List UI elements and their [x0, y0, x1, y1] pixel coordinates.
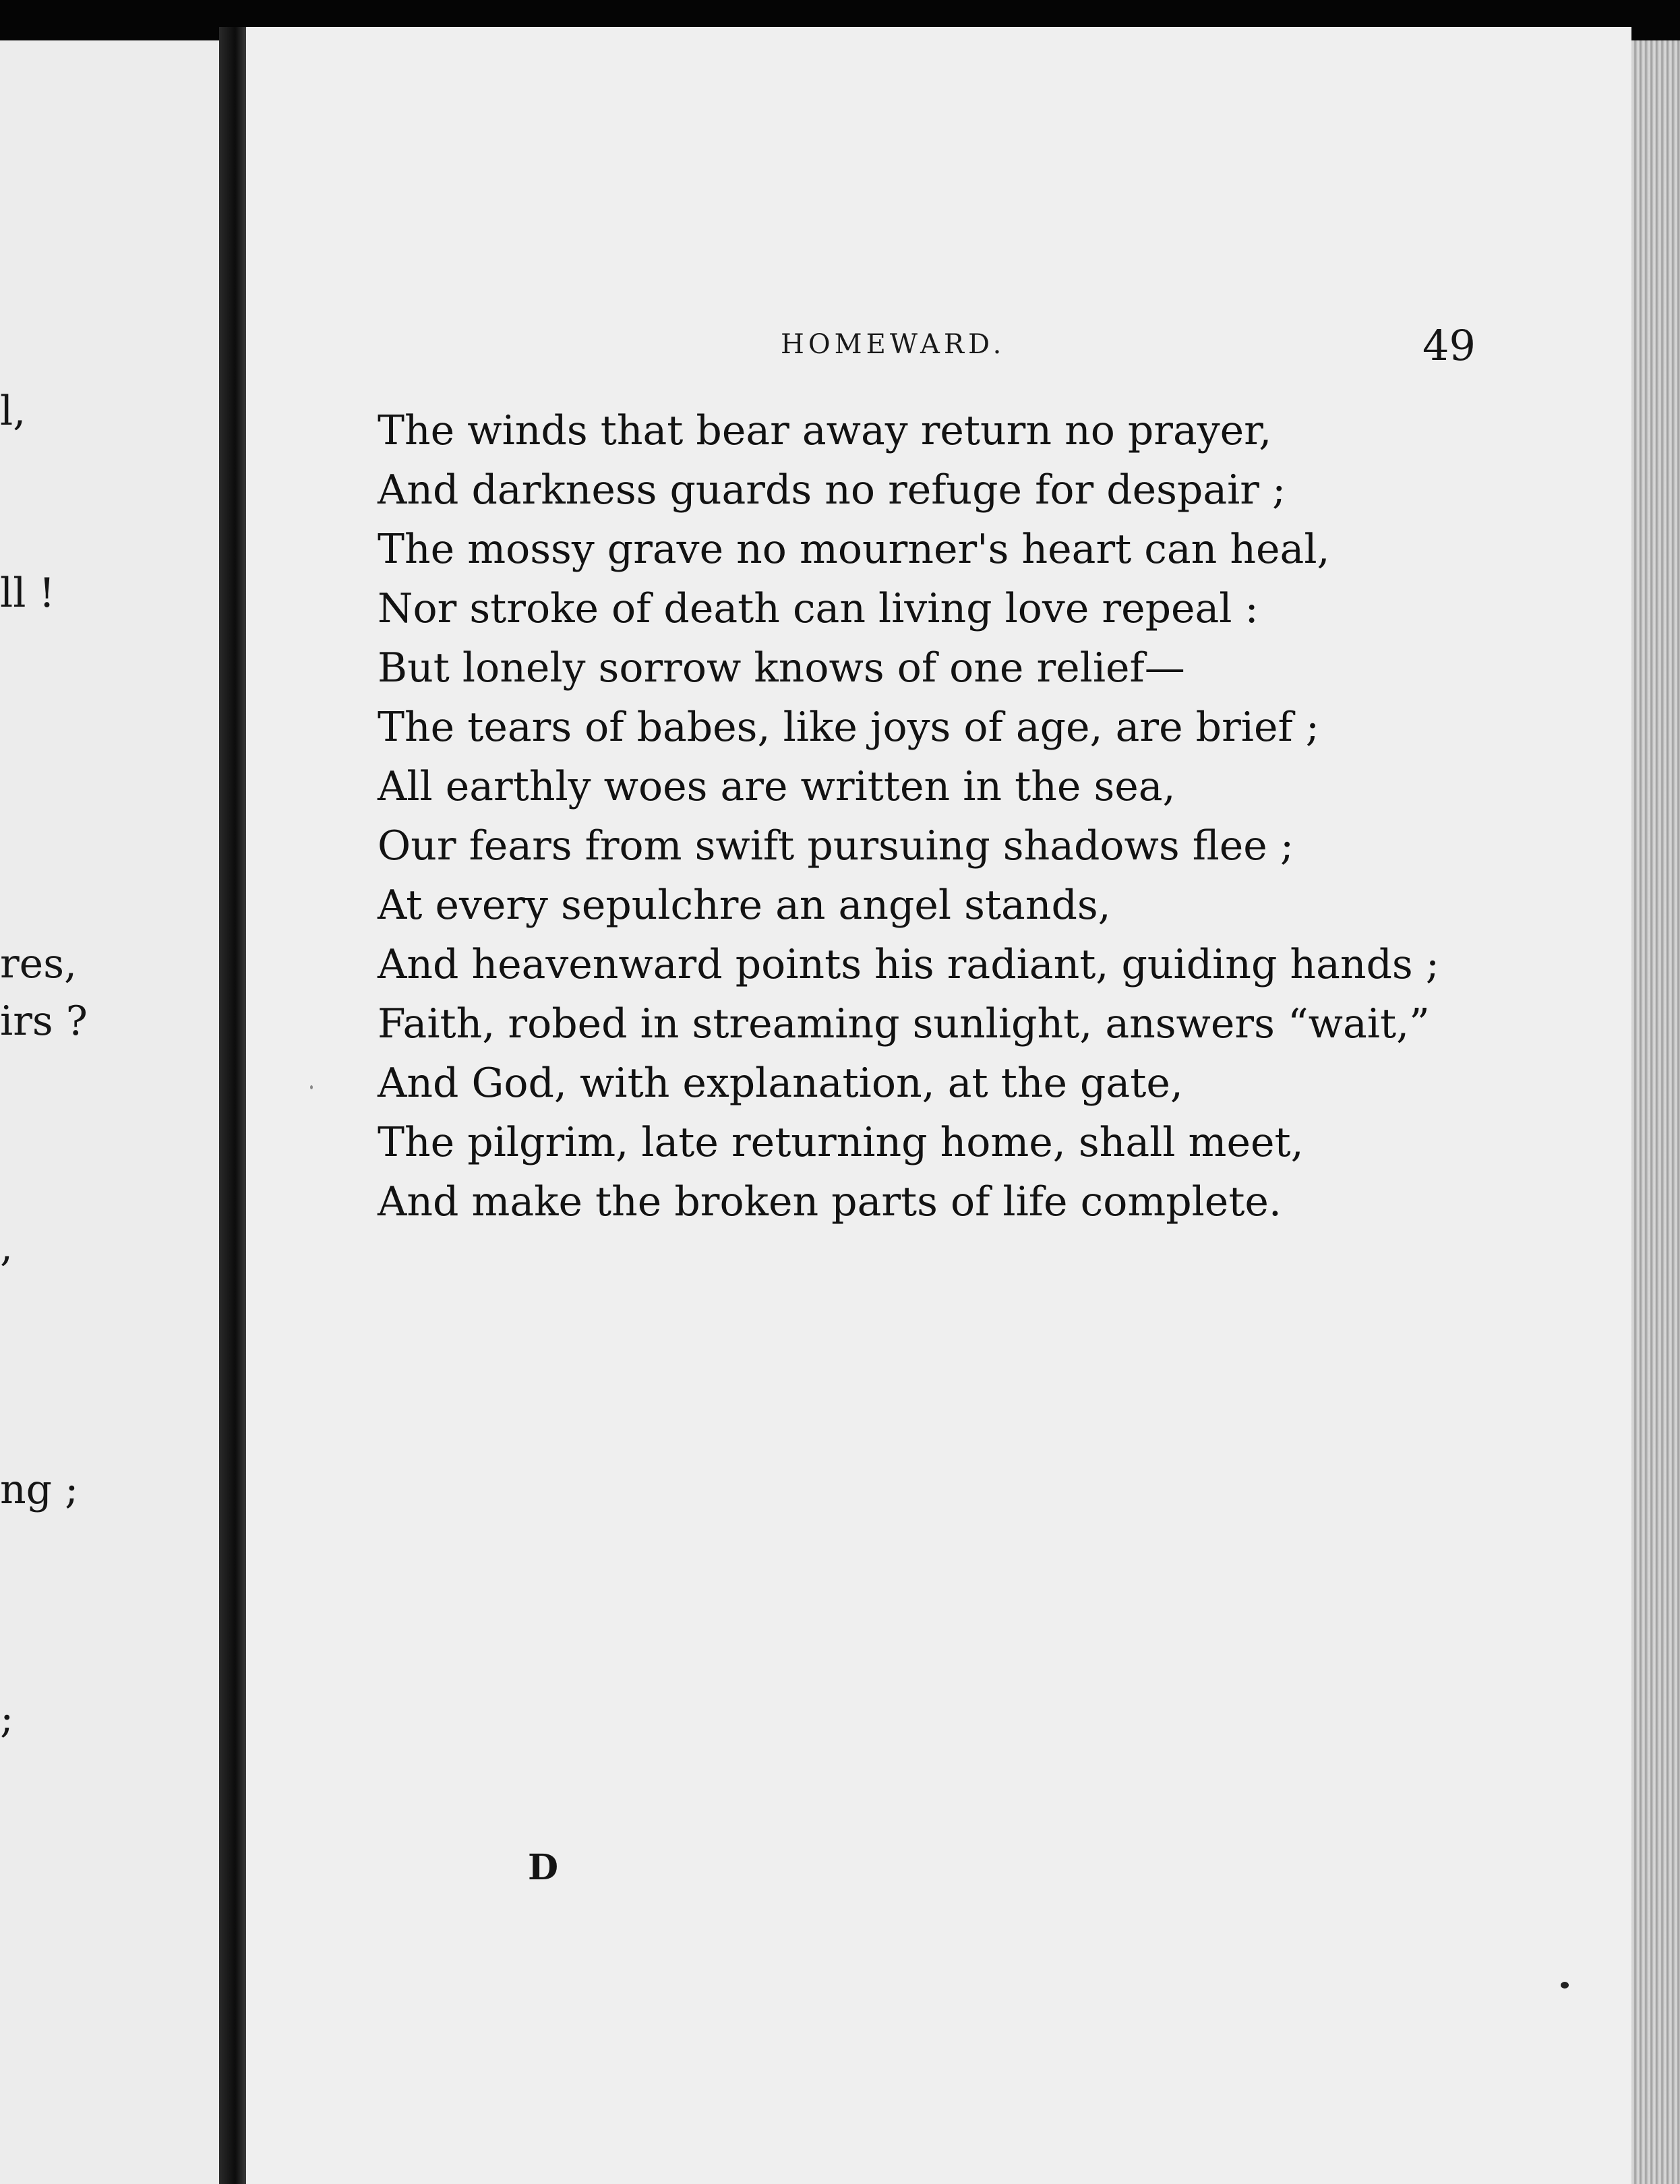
- poem-line: The winds that bear away return no prayer,: [378, 407, 1272, 454]
- poem-line: The tears of babes, like joys of age, are brief ;: [378, 704, 1319, 751]
- book-gutter: [219, 27, 246, 2184]
- facing-page-fragment: ;: [0, 1695, 14, 1742]
- book-page: [246, 27, 1631, 2184]
- poem-line: And God, with explanation, at the gate,: [378, 1060, 1183, 1107]
- ink-speck: [310, 1085, 313, 1089]
- poem-line: Our fears from swift pursuing shadows flee ;: [378, 822, 1294, 870]
- page-edges: [1631, 40, 1680, 2184]
- poem-line: But lonely sorrow knows of one relief—: [378, 644, 1185, 692]
- facing-page-edge: [0, 40, 219, 2184]
- facing-page-fragment: ,: [0, 1223, 13, 1271]
- facing-page-fragment: res,: [0, 940, 78, 988]
- poem-line: Faith, robed in streaming sunlight, answers “wait,”: [378, 1000, 1430, 1048]
- poem-stanza: [378, 401, 1618, 1232]
- poem-line: All earthly woes are written in the sea,: [378, 763, 1176, 810]
- signature-mark: D: [528, 1847, 559, 1888]
- ink-speck: [1561, 1982, 1569, 1989]
- poem-line: And heavenward points his radiant, guiding hands ;: [378, 941, 1439, 988]
- page-number: 49: [1422, 321, 1476, 370]
- facing-page-fragment: ll !: [0, 570, 55, 617]
- running-title: HOMEWARD.: [781, 329, 1006, 360]
- facing-page-fragment: irs ?: [0, 998, 88, 1045]
- page-header: [246, 321, 1631, 376]
- poem-line: The pilgrim, late returning home, shall meet,: [378, 1119, 1304, 1166]
- poem-line: The mossy grave no mourner's heart can heal,: [378, 526, 1330, 573]
- poem-line: At every sepulchre an angel stands,: [378, 882, 1111, 929]
- poem-line: Nor stroke of death can living love repeal :: [378, 585, 1259, 632]
- facing-page-fragment: ng ;: [0, 1466, 79, 1513]
- facing-page-fragment: l,: [0, 388, 26, 435]
- poem-line: And darkness guards no refuge for despair ;: [378, 466, 1286, 514]
- poem-line: And make the broken parts of life complete.: [378, 1178, 1282, 1225]
